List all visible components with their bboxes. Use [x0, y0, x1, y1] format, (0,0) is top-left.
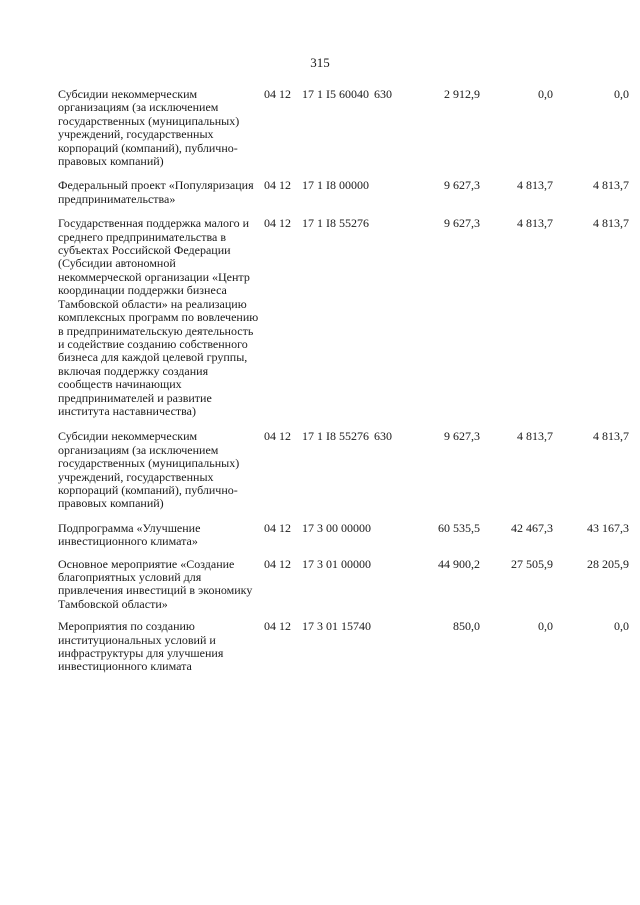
row-target-code: 17 1 I5 60040 [302, 87, 369, 101]
table-row [58, 88, 630, 168]
row-target-code: 17 3 01 00000 [302, 556, 371, 571]
page-number: 315 [310, 55, 330, 70]
row-value-3: 4 813,7 [593, 429, 629, 444]
row-section-code: 04 12 [264, 619, 291, 634]
row-value-2: 27 505,9 [511, 556, 553, 571]
row-section-code: 04 12 [264, 429, 291, 444]
row-value-3: 28 205,9 [587, 556, 629, 571]
row-target-code: 17 1 I8 00000 [302, 178, 369, 193]
row-target-code: 17 3 01 15740 [302, 619, 371, 634]
budget-table [58, 88, 630, 674]
row-value-1: 2 912,9 [444, 87, 480, 101]
row-expense-type: 630 [374, 87, 392, 101]
table-row [58, 558, 630, 612]
row-name: Федеральный проект «Популяризация предпринимательства» [58, 178, 254, 206]
row-value-3: 4 813,7 [593, 178, 629, 193]
row-name: Субсидии некоммерческим организациям (за исключением государственных (муниципальных) учреждений, государственных корпораций (компаний), публично-правовых компаний) [58, 429, 240, 511]
row-expense-type: 630 [374, 429, 392, 444]
row-section-code: 04 12 [264, 178, 291, 193]
row-section-code: 04 12 [264, 87, 291, 101]
row-value-1: 850,0 [453, 619, 480, 634]
table-row [58, 430, 630, 510]
row-value-3: 0,0 [614, 87, 629, 101]
row-value-2: 4 813,7 [517, 429, 553, 444]
table-row [58, 179, 630, 206]
row-value-1: 9 627,3 [444, 178, 480, 193]
row-value-2: 42 467,3 [511, 520, 553, 535]
row-value-2: 4 813,7 [517, 216, 553, 231]
row-value-1: 60 535,5 [438, 520, 480, 535]
row-name: Подпрограмма «Улучшение инвестиционного климата» [58, 520, 201, 549]
row-name: Государственная поддержка малого и среднего предпринимательства в субъектах Российской Федерации (Субсидии автономной некоммерческой организации «Центр координации поддержки бизнеса Тамбовской области» на реализацию комплексных программ по вовлечению в предпринимательскую деятельность и содействие созданию собственного бизнеса для каждой целевой группы, включая поддержку создания сообществ начинающих предпринимателей и развитие института наставничества) [58, 216, 259, 418]
table-row [58, 217, 630, 418]
row-value-3: 43 167,3 [587, 520, 629, 535]
table-row [58, 620, 630, 674]
row-name: Субсидии некоммерческим организациям (за исключением государственных (муниципальных) учреждений, государственных корпораций (компаний), публично-правовых компаний) [58, 87, 240, 169]
row-name: Мероприятия по созданию институциональных условий и инфраструктуры для улучшения инвестиционного климата [58, 619, 224, 674]
row-value-2: 0,0 [538, 619, 553, 634]
row-value-1: 44 900,2 [438, 556, 480, 571]
row-section-code: 04 12 [264, 216, 291, 231]
row-name: Основное мероприятие «Создание благоприятных условий для привлечения инвестиций в экономику Тамбовской области» [58, 556, 253, 611]
row-section-code: 04 12 [264, 520, 291, 535]
row-value-1: 9 627,3 [444, 216, 480, 231]
row-value-3: 0,0 [614, 619, 629, 634]
row-value-2: 0,0 [538, 87, 553, 101]
row-value-1: 9 627,3 [444, 429, 480, 444]
row-value-2: 4 813,7 [517, 178, 553, 193]
row-target-code: 17 1 I8 55276 [302, 216, 369, 231]
row-section-code: 04 12 [264, 556, 291, 571]
row-value-3: 4 813,7 [593, 216, 629, 231]
table-row [58, 522, 630, 549]
row-target-code: 17 3 00 00000 [302, 520, 371, 535]
row-target-code: 17 1 I8 55276 [302, 429, 369, 444]
